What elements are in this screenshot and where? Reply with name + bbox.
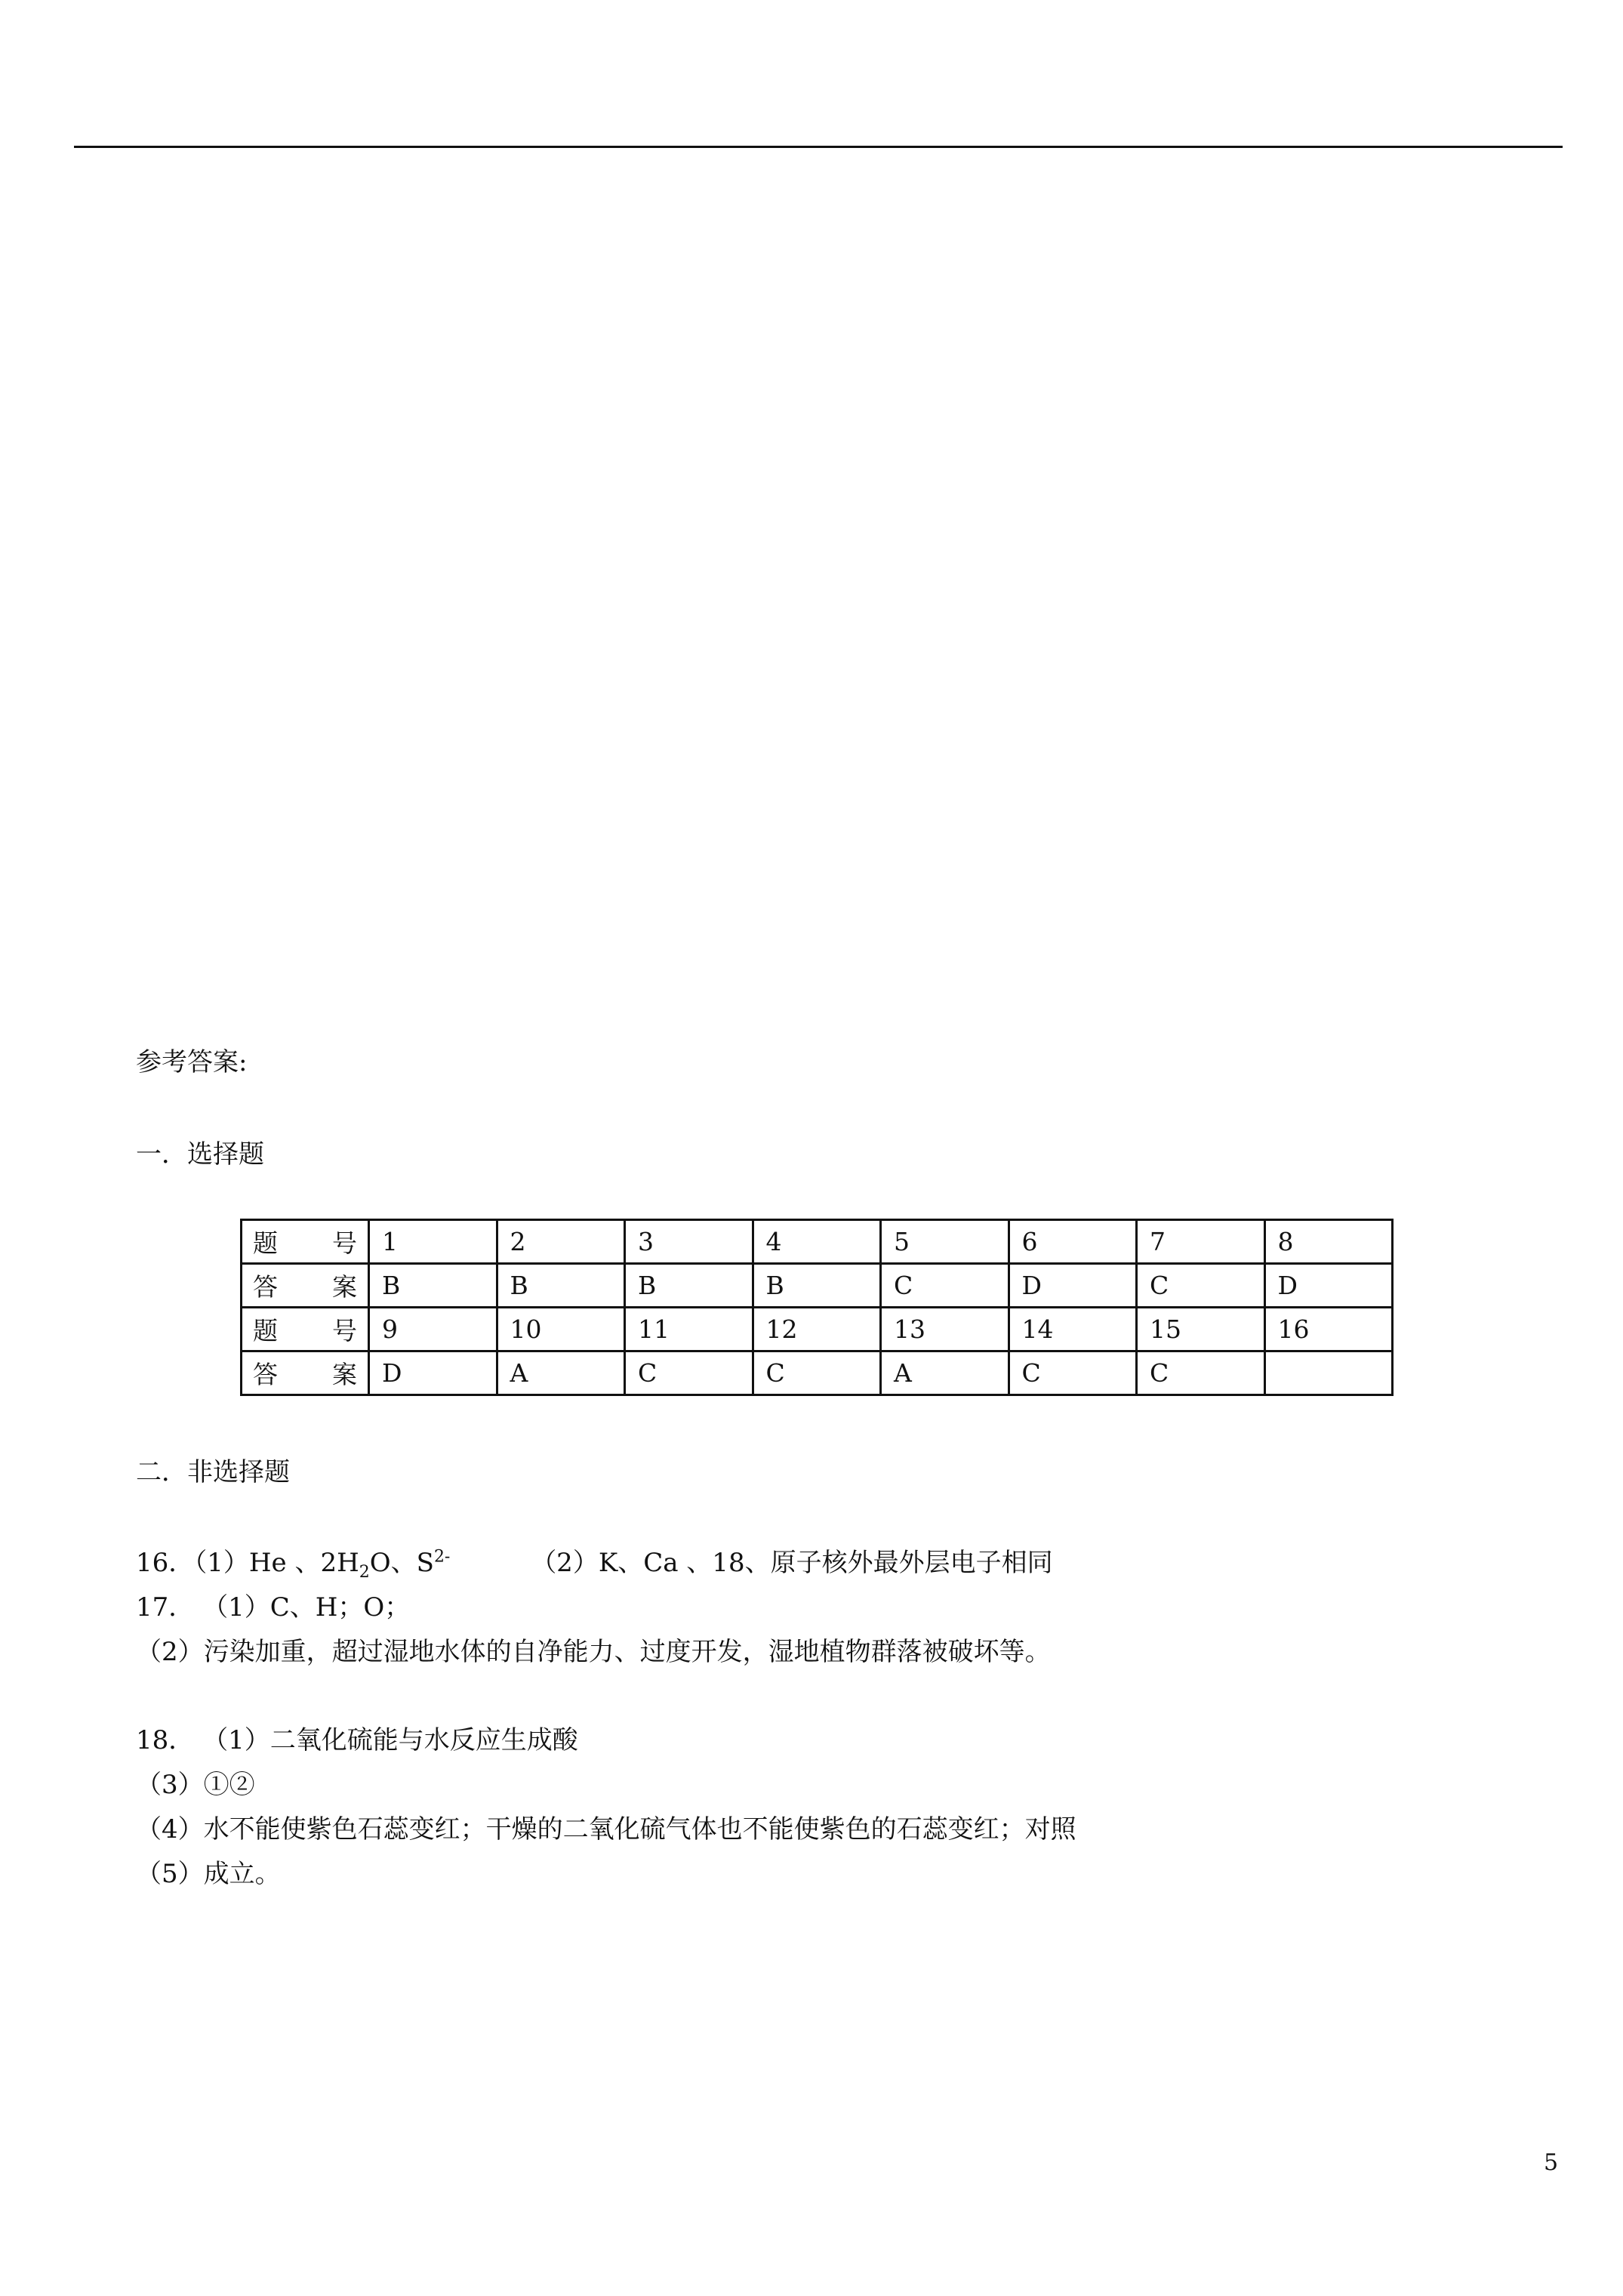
table-cell: 8 <box>1264 1220 1393 1264</box>
table-cell: D <box>1009 1264 1137 1308</box>
table-cell <box>1264 1351 1393 1395</box>
page-number: 5 <box>1544 2150 1559 2176</box>
row-header-char: 题 <box>253 1228 278 1258</box>
table-cell: 10 <box>497 1308 625 1351</box>
q16-number: 16． <box>136 1548 195 1578</box>
row-header-char: 案 <box>332 1272 357 1302</box>
table-cell: C <box>1137 1351 1265 1395</box>
section-heading-choice: 一．选择题 <box>136 1139 264 1170</box>
row-header-char: 案 <box>332 1360 357 1389</box>
q17-line1: 17． （1）C、H；O； <box>136 1592 411 1623</box>
table-cell: 2 <box>497 1220 625 1264</box>
q16-part2: （2）K、Ca 、18、原子核外最外层电子相同 <box>531 1548 1053 1578</box>
table-row <box>242 1220 1393 1264</box>
table-cell: 9 <box>369 1308 497 1351</box>
q16-superscript: 2- <box>433 1547 451 1567</box>
header-rule <box>74 146 1563 148</box>
table-cell: 13 <box>881 1308 1009 1351</box>
q18-line3: （4）水不能使紫色石蕊变红；干燥的二氧化硫气体也不能使紫色的石蕊变红；对照 <box>136 1814 1076 1845</box>
row-header <box>242 1308 369 1351</box>
table-cell: 11 <box>625 1308 753 1351</box>
row-header-char: 号 <box>332 1228 357 1258</box>
q16-subscript: 2 <box>359 1562 370 1582</box>
row-header <box>242 1264 369 1308</box>
answer-table <box>240 1219 1394 1396</box>
row-header-char: 答 <box>253 1272 278 1302</box>
table-cell: 5 <box>881 1220 1009 1264</box>
table-cell: 1 <box>369 1220 497 1264</box>
table-cell: C <box>625 1351 753 1395</box>
table-row <box>242 1308 1393 1351</box>
row-header-char: 答 <box>253 1360 278 1389</box>
table-row <box>242 1351 1393 1395</box>
table-cell: 3 <box>625 1220 753 1264</box>
table-row <box>242 1264 1393 1308</box>
table-cell: D <box>1264 1264 1393 1308</box>
table-cell: A <box>881 1351 1009 1395</box>
q18-line4: （5）成立。 <box>136 1859 281 1889</box>
table-cell: 14 <box>1009 1308 1137 1351</box>
table-cell: C <box>1137 1264 1265 1308</box>
q16-line <box>136 1547 1053 1582</box>
table-cell: 7 <box>1137 1220 1265 1264</box>
table-cell: A <box>497 1351 625 1395</box>
table-cell: D <box>369 1351 497 1395</box>
answer-title: 参考答案: <box>136 1047 248 1077</box>
q16-part1-b: O、S <box>369 1548 434 1578</box>
row-header <box>242 1220 369 1264</box>
row-header <box>242 1351 369 1395</box>
table-cell: 16 <box>1264 1308 1393 1351</box>
table-cell: B <box>625 1264 753 1308</box>
q17-line2: （2）污染加重，超过湿地水体的自净能力、过度开发，湿地植物群落被破坏等。 <box>136 1637 1051 1667</box>
q18-line1: 18． （1）二氧化硫能与水反应生成酸 <box>136 1725 578 1755</box>
table-cell: C <box>881 1264 1009 1308</box>
row-header-char: 号 <box>332 1316 357 1345</box>
table-cell: 15 <box>1137 1308 1265 1351</box>
table-cell: C <box>1009 1351 1137 1395</box>
table-cell: 4 <box>753 1220 881 1264</box>
table-cell: B <box>369 1264 497 1308</box>
q16-part1-a: （1）He 、2H <box>194 1548 359 1578</box>
table-cell: 12 <box>753 1308 881 1351</box>
table-cell: B <box>753 1264 881 1308</box>
table-cell: 6 <box>1009 1220 1137 1264</box>
q18-line2: （3）①② <box>136 1770 255 1800</box>
section-heading-nonchoice: 二．非选择题 <box>136 1457 290 1487</box>
table-cell: C <box>753 1351 881 1395</box>
row-header-char: 题 <box>253 1316 278 1345</box>
table-cell: B <box>497 1264 625 1308</box>
